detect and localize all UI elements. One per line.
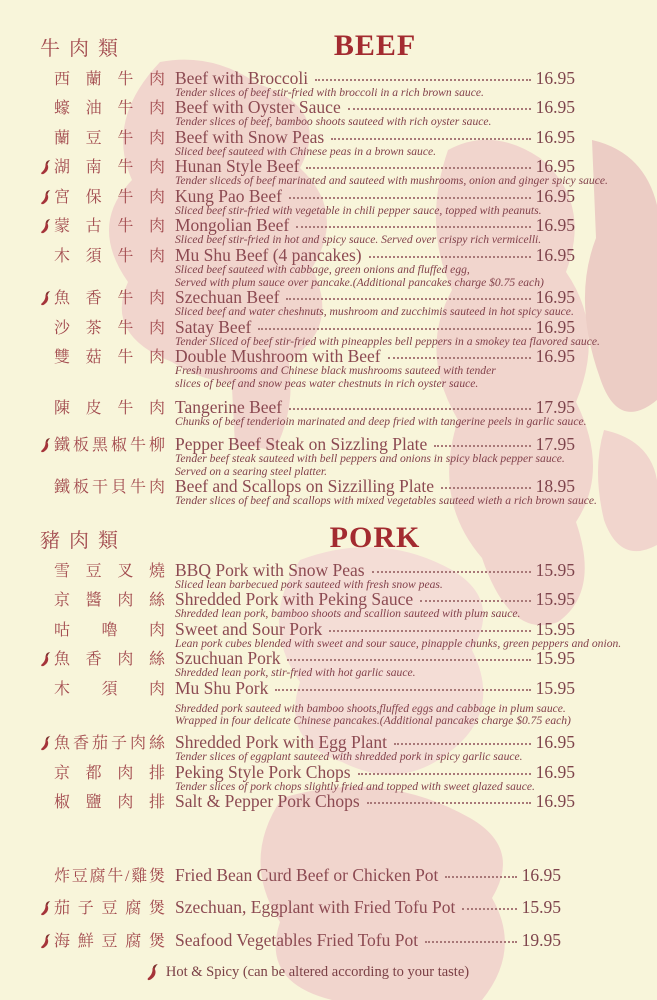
dish-name-english: Hunan Style Beef <box>175 156 300 177</box>
dish-description: slices of beef and snow peas water chestnuts in rich oyster sauce. <box>175 377 479 391</box>
menu-item <box>40 216 575 246</box>
dot-leader <box>331 138 530 140</box>
dish-name-chinese: 蠔 油 牛 肉 <box>54 100 165 118</box>
menu-item <box>40 590 575 620</box>
dish-name-english: BBQ Pork with Snow Peas <box>175 559 365 580</box>
title-line <box>175 128 575 146</box>
chili-pepper-icon <box>40 651 54 667</box>
menu-item <box>40 898 575 918</box>
dish-name-chinese: 雙 菇 牛 肉 <box>54 349 165 367</box>
dot-leader <box>445 876 516 878</box>
title-line <box>175 898 575 916</box>
dish-name-chinese: 木 須 肉 <box>54 680 165 698</box>
chinese-name-cell <box>40 898 175 918</box>
menu-item <box>40 763 575 793</box>
menu-item <box>40 187 575 217</box>
dish-name-english: Beef with Broccoli <box>175 67 309 88</box>
dish-name-english: Mongolian Beef <box>175 215 290 236</box>
dish-name-english: Pepper Beef Steak on Sizzling Plate <box>175 434 428 455</box>
dot-leader <box>441 487 531 489</box>
menu-item <box>40 733 575 763</box>
dish-description: Sliced beef stir-fried with vegetable in chili pepper sauce, topped with peanuts. <box>175 203 542 217</box>
chinese-name-cell <box>40 679 175 727</box>
dish-name-chinese: 炸豆腐牛/雞煲 <box>54 867 165 885</box>
dish-name-english: Shredded Pork with Peking Sauce <box>175 589 414 610</box>
dish-name-chinese: 宮 保 牛 肉 <box>54 188 165 206</box>
dish-description: Tender slices of beef and scallops with mixed vegetables sauteed wieth a rich brown sauce. <box>175 494 597 508</box>
chili-slot-empty <box>40 349 54 350</box>
chinese-name-cell <box>40 792 175 812</box>
dish-description: Tender beef steak sauteed with bell peppers and onions in spicy black pepper sauce. <box>175 452 565 466</box>
item-main <box>175 216 575 246</box>
dish-description: Tender slices of beef, bamboo shoots sauteed with rich oyster sauce. <box>175 115 492 129</box>
item-main <box>175 396 587 428</box>
dish-description: Sliced lean barbecued pork sauteed with fresh snow peas. <box>175 577 443 591</box>
menu-item <box>40 396 587 428</box>
title-line <box>175 763 575 781</box>
hot-spicy-legend <box>40 964 575 981</box>
dish-description: Shredded pork sauteed with bamboo shoots,fluffed eggs and cabbage in plum sauce. <box>175 701 566 715</box>
item-main <box>175 246 575 288</box>
title-line <box>175 866 575 884</box>
title-line <box>175 477 575 495</box>
chinese-name-cell <box>40 288 175 318</box>
dot-leader <box>425 941 517 943</box>
dish-name-english: Szechuan Beef <box>175 287 280 308</box>
dish-name-chinese: 魚 香 牛 肉 <box>54 290 165 308</box>
menu-item <box>40 618 622 650</box>
title-line <box>175 620 575 638</box>
title-line <box>175 931 575 949</box>
item-main <box>175 590 575 620</box>
dish-name-english: Shredded Pork with Egg Plant <box>175 732 387 753</box>
dish-price: 16.95 <box>535 791 575 812</box>
dish-price: 16.95 <box>535 346 575 367</box>
chili-pepper-icon <box>40 900 54 916</box>
chinese-name-cell <box>40 318 175 348</box>
menu-item <box>40 347 575 389</box>
dish-description: Shredded lean pork, stir-fried with hot garlic sauce. <box>175 666 416 680</box>
title-line <box>175 157 575 175</box>
dish-name-english: Fried Bean Curd Beef or Chicken Pot <box>175 864 439 885</box>
chinese-name-cell <box>40 931 175 951</box>
dish-name-chinese: 雪 豆 叉 燒 <box>54 562 165 580</box>
dish-description: Shredded lean pork, bamboo shoots and scallion sauteed with plum sauce. <box>175 607 521 621</box>
chinese-name-cell <box>40 590 175 620</box>
dot-leader <box>286 298 530 300</box>
beef-category-chinese: 牛 肉 類 <box>40 38 120 60</box>
chili-slot-empty <box>40 592 54 593</box>
dish-name-english: Beef and Scallops on Sizzilling Plate <box>175 476 435 497</box>
dish-price: 15.95 <box>535 559 575 580</box>
dish-price: 15.95 <box>535 618 575 639</box>
item-main <box>175 866 575 886</box>
dish-description: Chunks of beef tenderioin marinated and deep fried with tangerine peels in garlic sauce. <box>175 414 587 428</box>
dish-name-chinese: 魚香茄子肉絲 <box>54 735 165 753</box>
dish-name-english: Mu Shu Beef (4 pancakes) <box>175 245 362 266</box>
menu-item <box>40 156 608 188</box>
chinese-name-cell <box>40 561 175 591</box>
item-main <box>175 561 575 591</box>
item-main <box>175 898 575 918</box>
dish-price: 16.95 <box>521 864 561 885</box>
title-line <box>175 733 575 751</box>
chili-slot-empty <box>40 681 54 682</box>
dish-name-chinese: 鐵板干貝牛肉 <box>54 479 165 497</box>
dot-leader <box>420 600 530 602</box>
title-line <box>175 792 575 810</box>
dish-name-chinese: 沙 茶 牛 肉 <box>54 319 165 337</box>
item-main <box>175 733 575 763</box>
dish-price: 16.95 <box>535 97 575 118</box>
dish-description: Lean pork cubes blended with sweet and sour sauce, pinapple chunks, green peppers and onion. <box>175 636 622 650</box>
title-line <box>175 187 575 205</box>
title-line <box>175 288 575 306</box>
chinese-name-cell <box>40 69 175 99</box>
chili-slot-empty <box>40 794 54 795</box>
chinese-name-cell <box>40 477 175 507</box>
dish-price: 18.95 <box>535 476 575 497</box>
dot-leader <box>329 630 530 632</box>
chinese-name-cell <box>40 246 175 288</box>
menu-item <box>40 98 575 128</box>
pork-section-title: PORK <box>329 521 421 554</box>
title-line <box>175 69 575 87</box>
dot-leader <box>287 659 530 661</box>
dish-price: 16.95 <box>535 126 575 147</box>
chili-slot-empty <box>40 100 54 101</box>
chili-pepper-icon <box>40 159 54 175</box>
menu-item <box>40 435 575 477</box>
dot-leader <box>306 167 530 169</box>
chinese-name-cell <box>40 620 175 650</box>
title-line <box>175 216 575 234</box>
item-main <box>175 316 600 348</box>
chili-slot-empty <box>40 320 54 321</box>
item-main <box>175 476 597 508</box>
item-main <box>175 618 622 650</box>
item-main <box>175 128 575 158</box>
item-main <box>175 435 575 477</box>
menu-item <box>40 866 575 886</box>
dish-description: Served on a searing steel platter. <box>175 464 327 478</box>
dish-name-chinese: 陳 皮 牛 肉 <box>54 399 165 417</box>
dish-name-chinese: 京 醬 肉 絲 <box>54 592 165 610</box>
dot-leader <box>275 689 530 691</box>
dish-name-english: Beef with Snow Peas <box>175 126 325 147</box>
dish-description: Tender slices of pork chops slightly fried and topped with sweet glazed sauce. <box>175 779 535 793</box>
dish-price: 15.95 <box>535 648 575 669</box>
hot-spicy-note: Hot & Spicy (can be altered according to your taste) <box>165 963 470 980</box>
dot-leader <box>394 743 531 745</box>
chinese-name-cell <box>40 216 175 246</box>
dish-description: Wrapped in four delicate Chinese pancakes.(Additional pancakes charge $0.75 each) <box>175 714 571 728</box>
pork-section-header <box>40 522 575 554</box>
dot-leader <box>289 408 531 410</box>
chinese-name-cell <box>40 347 175 389</box>
dish-price: 16.95 <box>535 732 575 753</box>
dish-description: Tender Sliced of beef stir-fried with pineapples bell peppers in a smokey tea flavored sauce. <box>175 334 600 348</box>
title-line <box>175 246 575 264</box>
chinese-name-cell <box>40 435 175 477</box>
dish-price: 16.95 <box>535 185 575 206</box>
dish-name-english: Beef with Oyster Sauce <box>175 97 341 118</box>
chinese-name-cell <box>40 98 175 128</box>
dot-leader <box>258 328 530 330</box>
item-main <box>175 187 575 217</box>
title-line <box>175 347 575 365</box>
title-line <box>175 318 575 336</box>
dish-description: Tender sliceds of beef marinated and sauteed with mushrooms, onion and ginger spicy sauce. <box>175 174 608 188</box>
dish-name-english: Double Mushroom with Beef <box>175 346 381 367</box>
dish-name-english: Tangerine Beef <box>175 396 283 417</box>
chinese-name-cell <box>40 649 175 679</box>
chinese-name-cell <box>40 157 175 187</box>
item-main <box>175 679 575 727</box>
title-line <box>175 679 575 697</box>
chili-slot-empty <box>40 71 54 72</box>
dish-name-chinese: 湖 南 牛 肉 <box>54 159 165 177</box>
dish-description: Tender slices of beef stir-fried with broccoli in a rich brown sauce. <box>175 85 484 99</box>
dish-description: Sliced beef and water cheshnuts, mushroom and zucchimis sauteed in hot spicy sauce. <box>175 305 574 319</box>
dish-price: 16.95 <box>535 67 575 88</box>
dish-name-chinese: 鐵板黑椒牛柳 <box>54 437 165 455</box>
dish-name-english: Szuchuan Pork <box>175 648 281 669</box>
chili-slot-empty <box>40 130 54 131</box>
pots-section <box>40 866 575 951</box>
chili-slot-empty <box>40 248 54 249</box>
item-main <box>175 98 575 128</box>
dish-name-english: Mu Shu Pork <box>175 677 269 698</box>
dot-leader <box>348 108 531 110</box>
dish-price: 16.95 <box>535 156 575 177</box>
chinese-name-cell <box>40 733 175 763</box>
dish-name-english: Peking Style Pork Chops <box>175 761 351 782</box>
chili-pepper-icon <box>40 290 54 306</box>
dish-name-chinese: 海 鮮 豆 腐 煲 <box>54 933 165 951</box>
menu-item <box>40 246 575 288</box>
dot-leader <box>358 773 531 775</box>
dish-name-chinese: 魚 香 肉 絲 <box>54 651 165 669</box>
chili-pepper-icon <box>40 735 54 751</box>
item-main <box>175 69 575 99</box>
chili-slot-empty <box>40 765 54 766</box>
item-main <box>175 792 575 812</box>
dot-leader <box>388 357 531 359</box>
dish-name-chinese: 京 都 肉 排 <box>54 764 165 782</box>
chinese-name-cell <box>40 398 175 428</box>
chinese-name-cell <box>40 128 175 158</box>
dish-price: 16.95 <box>535 761 575 782</box>
title-line <box>175 649 575 667</box>
dish-price: 17.95 <box>535 434 575 455</box>
item-main <box>175 347 575 389</box>
menu-item <box>40 649 575 679</box>
dish-description: Tender slices of eggplant sauteed with shredded pork in spicy garlic sauce. <box>175 750 523 764</box>
dish-name-english: Satay Beef <box>175 316 252 337</box>
title-line <box>175 590 575 608</box>
chili-slot-empty <box>40 479 54 480</box>
dish-price: 16.95 <box>535 245 575 266</box>
dish-name-english: Salt & Pepper Pork Chops <box>175 791 360 812</box>
dot-leader <box>289 197 531 199</box>
item-main <box>175 649 575 679</box>
dish-name-chinese: 椒 鹽 肉 排 <box>54 794 165 812</box>
chili-slot-empty <box>40 563 54 564</box>
dish-price: 15.95 <box>521 897 561 918</box>
menu-item <box>40 931 575 951</box>
chili-pepper-icon <box>40 218 54 234</box>
title-line <box>175 561 575 579</box>
dish-description: Served with plum sauce over pancake.(Additional pancakes charge $0.75 each) <box>175 275 544 289</box>
item-main <box>175 288 575 318</box>
dish-price: 15.95 <box>535 677 575 698</box>
dish-price: 16.95 <box>535 287 575 308</box>
item-main <box>175 931 575 951</box>
dot-leader <box>462 908 516 910</box>
dish-price: 17.95 <box>535 396 575 417</box>
dish-price: 16.95 <box>535 215 575 236</box>
chinese-name-cell <box>40 866 175 886</box>
menu-item <box>40 288 575 318</box>
chili-slot-empty <box>40 622 54 623</box>
chili-pepper-icon <box>40 437 54 453</box>
menu-item <box>40 792 575 812</box>
dish-name-chinese: 木 須 牛 肉 <box>54 248 165 266</box>
item-main <box>175 156 608 188</box>
title-line <box>175 398 575 416</box>
dish-description: Sliced beef stir-fried in hot and spicy sauce. Served over crispy rich vermicelli. <box>175 233 542 247</box>
dish-name-chinese: 西 蘭 牛 肉 <box>54 70 165 88</box>
chili-slot-empty <box>40 868 54 869</box>
chili-pepper-icon <box>40 933 54 949</box>
dot-leader <box>296 226 530 228</box>
menu-item <box>40 316 600 348</box>
dish-name-chinese: 咕 嚕 肉 <box>54 621 165 639</box>
dish-name-chinese: 茄 子 豆 腐 煲 <box>54 900 165 918</box>
menu-item <box>40 679 575 727</box>
dish-description: Fresh mushrooms and Chinese black mushrooms sauteed with tender <box>175 364 496 378</box>
dish-price: 19.95 <box>521 930 561 951</box>
dish-name-chinese: 蘭 豆 牛 肉 <box>54 129 165 147</box>
chinese-name-cell <box>40 763 175 793</box>
dot-leader <box>367 802 531 804</box>
dish-price: 16.95 <box>535 316 575 337</box>
dish-name-english: Szechuan, Eggplant with Fried Tofu Pot <box>175 897 456 918</box>
pork-category-chinese: 豬 肉 類 <box>40 530 120 552</box>
dish-name-english: Kung Pao Beef <box>175 185 282 206</box>
beef-section-title: BEEF <box>333 29 417 62</box>
dot-leader <box>434 445 530 447</box>
chinese-name-cell <box>40 187 175 217</box>
dish-name-chinese: 蒙 古 牛 肉 <box>54 218 165 236</box>
dish-name-english: Sweet and Sour Pork <box>175 618 323 639</box>
dish-description: Sliced beef sauteed with Chinese peas in a brown sauce. <box>175 144 437 158</box>
chili-pepper-icon <box>40 189 54 205</box>
menu-item <box>40 476 597 508</box>
title-line <box>175 98 575 116</box>
dot-leader <box>372 571 531 573</box>
dish-price: 15.95 <box>535 589 575 610</box>
dish-name-english: Seafood Vegetables Fried Tofu Pot <box>175 930 419 951</box>
menu-item <box>40 561 575 591</box>
item-main <box>175 763 575 793</box>
dot-leader <box>315 79 530 81</box>
menu-item <box>40 128 575 158</box>
menu-item <box>40 69 575 99</box>
dish-description: Sliced beef sauteed with cabbage, green onions and fluffed egg, <box>175 263 470 277</box>
dot-leader <box>369 256 531 258</box>
chili-pepper-icon <box>146 964 159 981</box>
title-line <box>175 435 575 453</box>
beef-section-header <box>40 30 575 62</box>
chili-slot-empty <box>40 400 54 401</box>
